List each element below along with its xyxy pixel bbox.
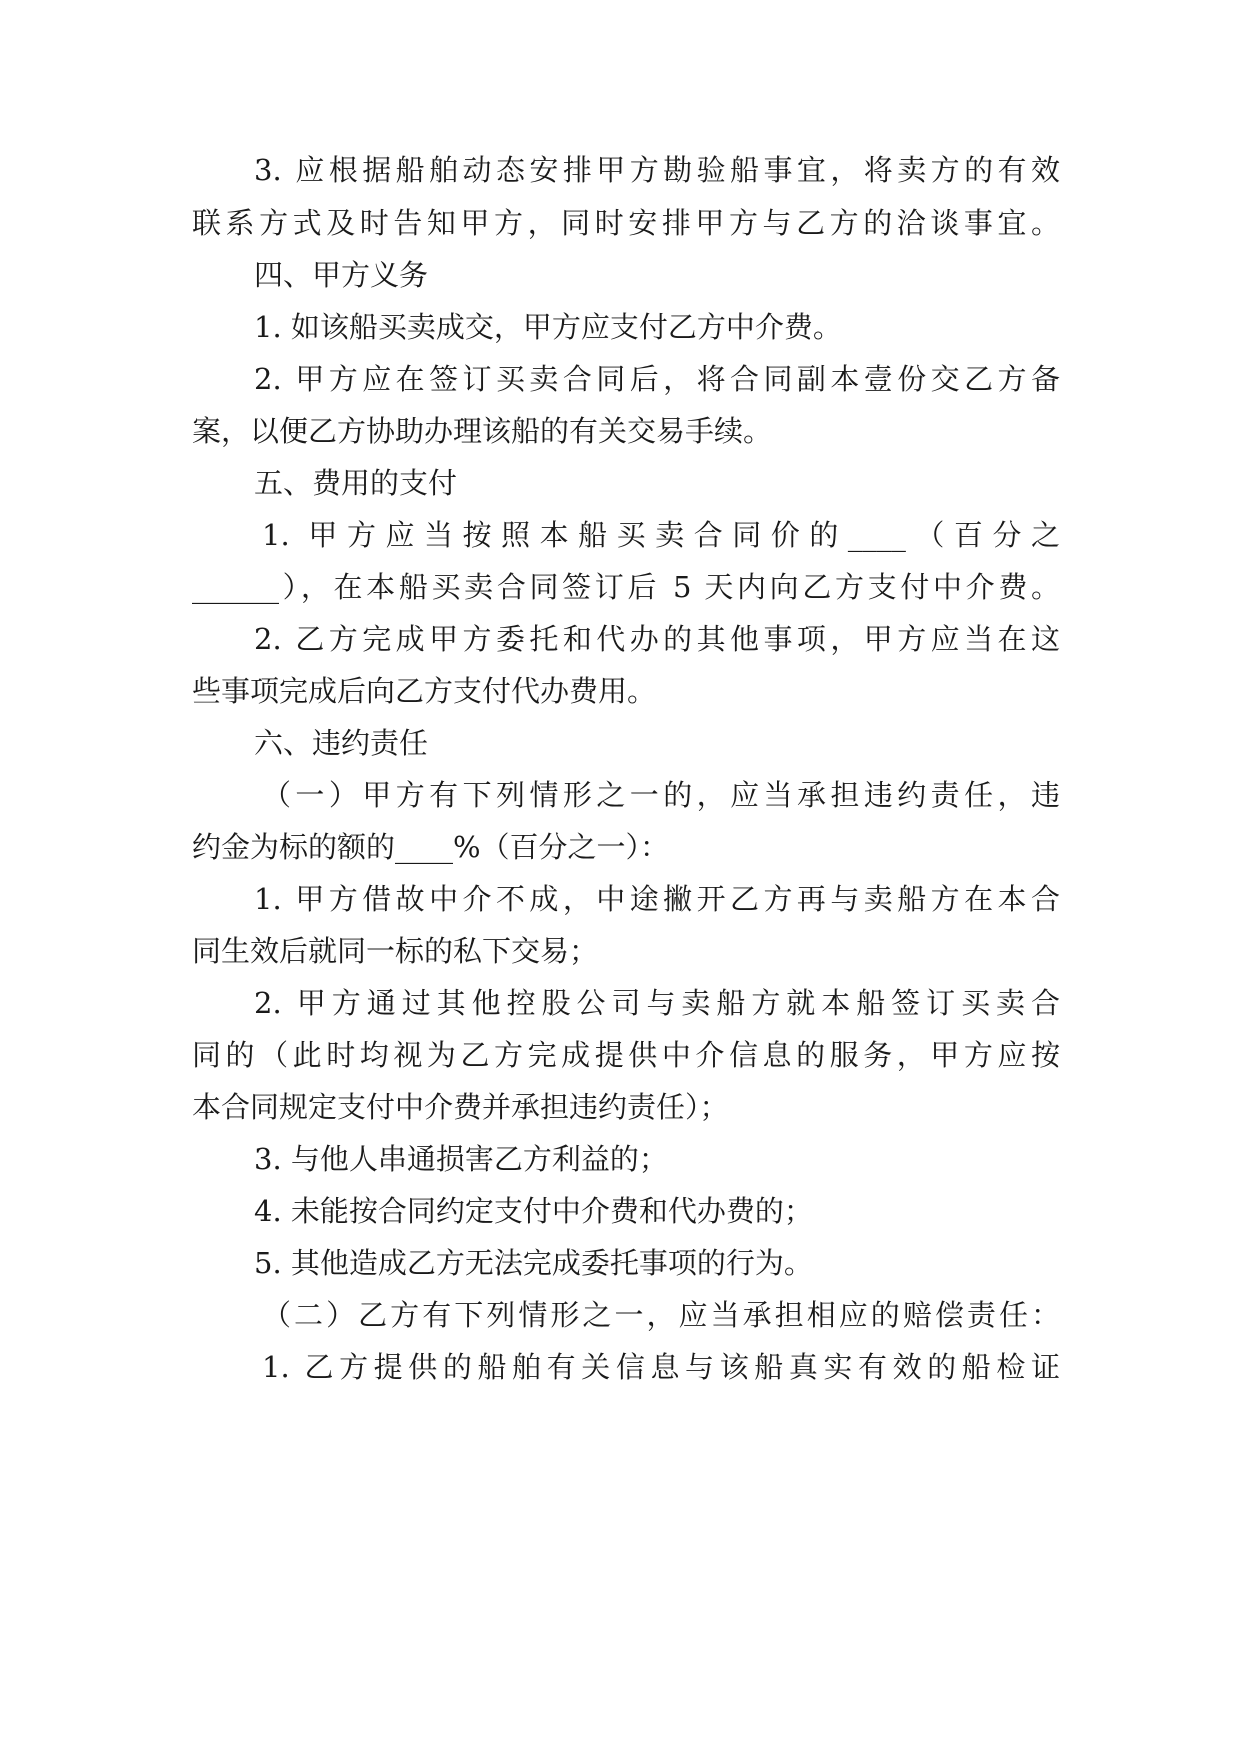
text-line: 约金为标的额的____%（百分之一）： bbox=[192, 830, 670, 864]
text-line: 3. 与他人串通损害乙方利益的； bbox=[254, 1142, 668, 1176]
text-line: 2. 甲方通过其他控股公司与卖船方就本船签订买卖合 bbox=[254, 986, 1060, 1020]
section-heading: 六、违约责任 bbox=[254, 726, 429, 760]
text-line: 5. 其他造成乙方无法完成委托事项的行为。 bbox=[254, 1246, 813, 1280]
text-line: 联系方式及时告知甲方，同时安排甲方与乙方的洽谈事宜。 bbox=[192, 206, 1060, 240]
text-line: 1. 甲方应当按照本船买卖合同价的____（百分之 bbox=[262, 518, 1060, 552]
text-line: ______），在本船买卖合同签订后 5 天内向乙方支付中介费。 bbox=[192, 570, 1060, 604]
text-line: 些事项完成后向乙方支付代办费用。 bbox=[192, 674, 657, 708]
text-line: 3. 应根据船舶动态安排甲方勘验船事宜，将卖方的有效 bbox=[254, 153, 1060, 187]
text-line: 同生效后就同一标的私下交易； bbox=[192, 934, 599, 968]
text-line: 4. 未能按合同约定支付中介费和代办费的； bbox=[254, 1194, 813, 1228]
text-line: 同的（此时均视为乙方完成提供中介信息的服务，甲方应按 bbox=[192, 1038, 1060, 1072]
text-line: 1. 乙方提供的船舶有关信息与该船真实有效的船检证 bbox=[262, 1350, 1060, 1384]
text-line: 本合同规定支付中介费并承担违约责任）； bbox=[192, 1090, 729, 1124]
section-heading: 五、费用的支付 bbox=[254, 466, 458, 500]
text-line: 案，以便乙方协助办理该船的有关交易手续。 bbox=[192, 414, 773, 448]
text-line: 1. 如该船买卖成交，甲方应支付乙方中介费。 bbox=[254, 310, 842, 344]
text-line: 2. 乙方完成甲方委托和代办的其他事项，甲方应当在这 bbox=[254, 622, 1060, 656]
text-line: （一）甲方有下列情形之一的，应当承担违约责任，违 bbox=[262, 778, 1060, 812]
section-heading: 四、甲方义务 bbox=[254, 258, 429, 292]
text-line: 1. 甲方借故中介不成，中途撇开乙方再与卖船方在本合 bbox=[254, 882, 1060, 916]
text-line: （二）乙方有下列情形之一，应当承担相应的赔偿责任： bbox=[262, 1298, 1060, 1332]
text-line: 2. 甲方应在签订买卖合同后，将合同副本壹份交乙方备 bbox=[254, 362, 1060, 396]
